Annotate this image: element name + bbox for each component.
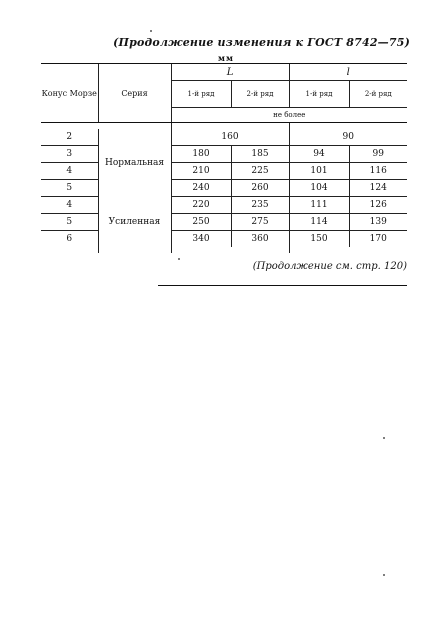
- table-row: [41, 163, 407, 180]
- l1-cell: 150: [289, 231, 349, 248]
- header-series: Серия: [98, 64, 171, 123]
- l1-cell: 114: [289, 214, 349, 231]
- table-row: [41, 180, 407, 197]
- header-not-more-than: не более: [171, 108, 407, 123]
- l1-cell: 111: [289, 197, 349, 214]
- l2-cell: 126: [349, 197, 407, 214]
- l1-cell: 94: [289, 146, 349, 163]
- morse-taper-cell: 6: [66, 234, 73, 244]
- table-row: [41, 146, 407, 163]
- table-row: [41, 197, 407, 214]
- L1-cell: 250: [171, 214, 231, 231]
- l1-cell: 104: [289, 180, 349, 197]
- L1-cell: 220: [171, 197, 231, 214]
- l2-cell: 139: [349, 214, 407, 231]
- morse-taper-cell: 4: [41, 197, 98, 214]
- morse-taper-cell: 5: [41, 214, 98, 231]
- continuation-note: (Продолжение см. стр. 120): [252, 261, 407, 272]
- dimensions-table: [41, 63, 407, 253]
- L-merged-cell: 160: [171, 129, 289, 146]
- L2-cell: 185: [231, 146, 289, 163]
- morse-taper-cell: 5: [41, 180, 98, 197]
- document-header: (Продолжение изменения к ГОСТ 8742—75): [113, 36, 410, 49]
- L2-cell: 260: [231, 180, 289, 197]
- l2-cell: 124: [349, 180, 407, 197]
- L2-cell: 360: [231, 231, 289, 248]
- l-merged-cell: 90: [289, 129, 407, 146]
- table-row: [41, 129, 407, 146]
- table-row: [41, 231, 407, 248]
- series-normal-cell: Нормальная: [98, 129, 171, 197]
- header-l-row1: 1-й ряд: [289, 81, 349, 108]
- morse-taper-cell: 4: [41, 163, 98, 180]
- table-row: [41, 214, 407, 231]
- header-l: l: [289, 64, 407, 81]
- L1-cell: 210: [171, 163, 231, 180]
- L2-cell: 235: [231, 197, 289, 214]
- L1-cell: 180: [171, 146, 231, 163]
- scan-speck: [150, 30, 152, 32]
- morse-taper-cell: 3: [41, 146, 98, 163]
- series-reinforced-cell: Усиленная: [98, 197, 171, 248]
- l2-cell: 116: [349, 163, 407, 180]
- header-L-row2: 2-й ряд: [231, 81, 289, 108]
- header-L-row1: 1-й ряд: [171, 81, 231, 108]
- bottom-rule: [158, 285, 407, 286]
- l2-cell: 99: [349, 146, 407, 163]
- l2-cell: 170: [349, 231, 407, 248]
- scan-speck: [383, 437, 385, 439]
- morse-taper-cell: 2: [41, 129, 98, 146]
- header-L: L: [171, 64, 289, 81]
- header-morse-taper: Конус Морзе: [41, 64, 98, 123]
- L2-cell: 275: [231, 214, 289, 231]
- scan-speck: [383, 574, 385, 576]
- l1-cell: 101: [289, 163, 349, 180]
- L1-cell: 340: [171, 231, 231, 248]
- L2-cell: 225: [231, 163, 289, 180]
- L1-cell: 240: [171, 180, 231, 197]
- scan-speck: [178, 258, 180, 260]
- header-l-row2: 2-й ряд: [349, 81, 407, 108]
- unit-label: мм: [218, 53, 234, 63]
